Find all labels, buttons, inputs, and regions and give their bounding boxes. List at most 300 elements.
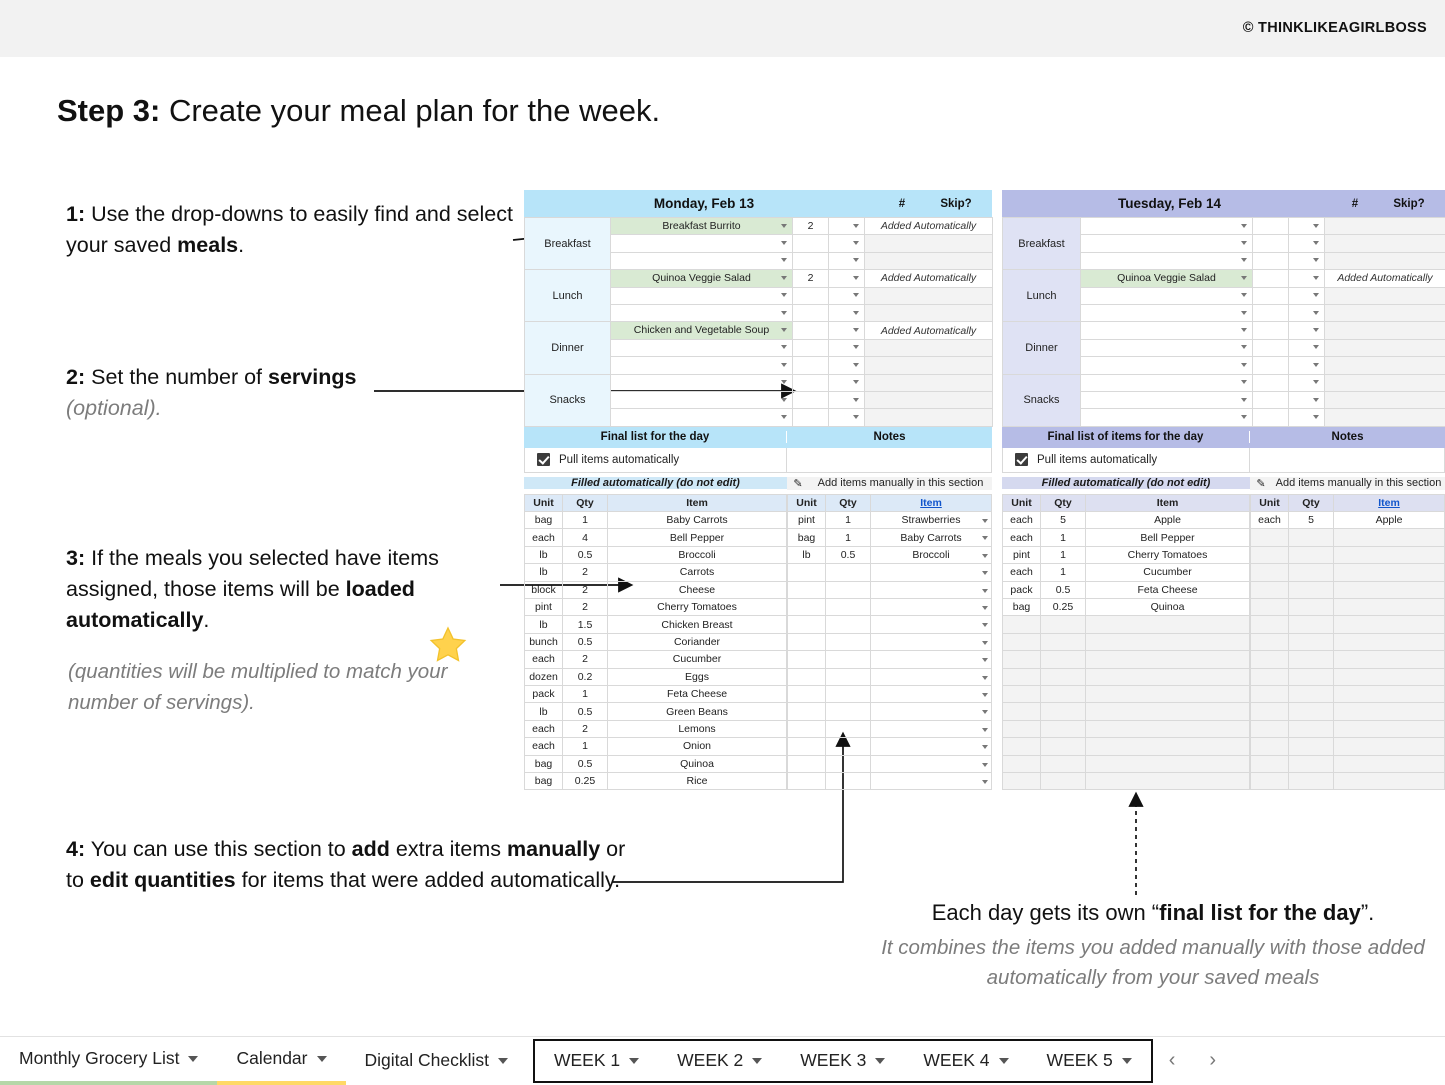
chevron-down-icon[interactable] xyxy=(188,1056,198,1062)
item-cell[interactable] xyxy=(871,633,992,650)
unit-cell[interactable] xyxy=(788,564,826,581)
skip-cell[interactable] xyxy=(1289,374,1325,391)
unit-cell[interactable] xyxy=(788,738,826,755)
unit-cell[interactable] xyxy=(788,772,826,789)
servings-cell[interactable] xyxy=(793,357,829,374)
chevron-down-icon[interactable] xyxy=(982,519,988,523)
tab-digital-checklist[interactable] xyxy=(346,1037,527,1085)
skip-cell[interactable] xyxy=(829,322,865,339)
chevron-down-icon[interactable] xyxy=(1241,380,1247,384)
meal-row[interactable] xyxy=(525,218,993,235)
unit-cell[interactable] xyxy=(788,755,826,772)
notes-label: Notes xyxy=(787,431,992,443)
meal-dropdown[interactable] xyxy=(611,357,793,374)
meal-dropdown[interactable] xyxy=(611,391,793,408)
chevron-down-icon[interactable] xyxy=(982,589,988,593)
chevron-down-icon[interactable] xyxy=(1122,1058,1132,1064)
day-sheet-monday[interactable] xyxy=(524,190,992,790)
servings-cell[interactable] xyxy=(1253,357,1289,374)
chevron-down-icon[interactable] xyxy=(1241,345,1247,349)
chevron-down-icon[interactable] xyxy=(781,415,787,419)
chevron-down-icon[interactable] xyxy=(853,398,859,402)
servings-cell[interactable] xyxy=(1253,409,1289,426)
qty-cell: 2 xyxy=(563,564,608,581)
tab-label: Calendar xyxy=(236,1048,307,1069)
skip-cell[interactable] xyxy=(1289,339,1325,356)
auto-note-cell xyxy=(865,304,993,321)
annotation-2-text-b: servings xyxy=(268,365,356,389)
meal-dropdown[interactable]: Quinoa Veggie Salad xyxy=(1081,270,1253,287)
tab-week-5[interactable] xyxy=(1028,1041,1151,1081)
item-cell[interactable] xyxy=(871,703,992,720)
skip-cell[interactable] xyxy=(1289,218,1325,235)
qty-cell[interactable] xyxy=(826,738,871,755)
chevron-down-icon[interactable] xyxy=(317,1056,327,1062)
final-list-text-c: ”. xyxy=(1361,900,1374,925)
list-subheader-tuesday xyxy=(1002,473,1445,494)
chevron-down-icon[interactable] xyxy=(1241,224,1247,228)
table-row[interactable] xyxy=(788,581,992,598)
item-cell xyxy=(1334,529,1445,546)
unit-cell xyxy=(1251,529,1289,546)
table-row xyxy=(525,651,787,668)
qty-cell[interactable]: 1 xyxy=(826,512,871,529)
table-row xyxy=(525,616,787,633)
manual-items-table-monday[interactable] xyxy=(787,494,992,791)
table-row xyxy=(1251,633,1445,650)
column-header-item[interactable]: Item xyxy=(1334,494,1445,511)
chevron-down-icon[interactable] xyxy=(1241,398,1247,402)
qty-cell xyxy=(1289,546,1334,563)
qty-cell[interactable] xyxy=(826,599,871,616)
chevron-down-icon[interactable] xyxy=(853,293,859,297)
servings-cell[interactable] xyxy=(793,391,829,408)
chevron-down-icon[interactable] xyxy=(1241,415,1247,419)
chevron-down-icon[interactable] xyxy=(853,328,859,332)
servings-cell[interactable] xyxy=(1253,391,1289,408)
item-cell[interactable] xyxy=(871,581,992,598)
chevron-down-icon[interactable] xyxy=(853,311,859,315)
skip-cell[interactable] xyxy=(829,218,865,235)
unit-cell[interactable] xyxy=(788,685,826,702)
table-row[interactable] xyxy=(788,564,992,581)
chevron-down-icon[interactable] xyxy=(629,1058,639,1064)
chevron-down-icon[interactable] xyxy=(982,658,988,662)
servings-cell[interactable] xyxy=(1253,322,1289,339)
tab-week-2[interactable] xyxy=(658,1041,781,1081)
item-cell[interactable]: Broccoli xyxy=(871,546,992,563)
meal-type-label: Breakfast xyxy=(1003,218,1081,270)
auto-note-cell xyxy=(865,252,993,269)
unit-cell[interactable]: bag xyxy=(788,529,826,546)
unit-cell[interactable] xyxy=(788,703,826,720)
skip-cell[interactable] xyxy=(829,339,865,356)
chevron-down-icon[interactable] xyxy=(781,293,787,297)
chevron-down-icon[interactable] xyxy=(1241,241,1247,245)
chevron-down-icon[interactable] xyxy=(853,241,859,245)
servings-cell[interactable] xyxy=(1253,287,1289,304)
skip-cell[interactable] xyxy=(1289,287,1325,304)
qty-cell: 2 xyxy=(563,599,608,616)
column-header-item[interactable]: Item xyxy=(871,494,992,511)
chevron-down-icon[interactable] xyxy=(982,728,988,732)
item-cell[interactable]: Baby Carrots xyxy=(871,529,992,546)
table-row[interactable] xyxy=(788,668,992,685)
chevron-down-icon[interactable] xyxy=(1313,363,1319,367)
skip-cell[interactable] xyxy=(829,391,865,408)
servings-cell[interactable] xyxy=(793,322,829,339)
chevron-down-icon[interactable] xyxy=(781,380,787,384)
meal-grid-monday[interactable] xyxy=(524,217,993,427)
servings-cell[interactable] xyxy=(793,235,829,252)
item-cell: Feta Cheese xyxy=(1086,581,1250,598)
pull-items-label: Pull items automatically xyxy=(1037,454,1157,466)
chevron-down-icon[interactable] xyxy=(982,745,988,749)
chevron-down-icon[interactable] xyxy=(781,224,787,228)
unit-cell[interactable] xyxy=(788,651,826,668)
qty-cell: 0.5 xyxy=(563,633,608,650)
table-row[interactable] xyxy=(788,633,992,650)
chevron-down-icon[interactable] xyxy=(982,536,988,540)
chevron-down-icon[interactable] xyxy=(853,258,859,262)
chevron-down-icon[interactable] xyxy=(781,311,787,315)
chevron-down-icon[interactable] xyxy=(1313,398,1319,402)
table-row[interactable] xyxy=(788,529,992,546)
qty-cell[interactable] xyxy=(826,564,871,581)
unit-cell xyxy=(1251,738,1289,755)
tab-week-4[interactable] xyxy=(904,1041,1027,1081)
qty-cell: 2 xyxy=(563,651,608,668)
skip-cell[interactable] xyxy=(829,304,865,321)
servings-cell[interactable] xyxy=(793,374,829,391)
qty-cell xyxy=(1289,529,1334,546)
notes-input-tuesday[interactable] xyxy=(1249,448,1444,472)
meal-row[interactable] xyxy=(525,270,993,287)
item-cell[interactable] xyxy=(871,685,992,702)
week-tabs-group[interactable] xyxy=(533,1039,1153,1083)
meal-dropdown[interactable] xyxy=(611,409,793,426)
skip-cell[interactable] xyxy=(829,235,865,252)
manual-section-header xyxy=(1250,477,1445,490)
meal-dropdown[interactable] xyxy=(611,287,793,304)
meal-dropdown[interactable]: Chicken and Vegetable Soup xyxy=(611,322,793,339)
chevron-down-icon[interactable] xyxy=(982,676,988,680)
skip-cell[interactable] xyxy=(829,357,865,374)
table-row xyxy=(525,581,787,598)
servings-cell[interactable] xyxy=(793,287,829,304)
qty-cell xyxy=(1289,738,1334,755)
table-row[interactable] xyxy=(788,720,992,737)
qty-cell xyxy=(1041,703,1086,720)
chevron-down-icon[interactable] xyxy=(781,258,787,262)
meal-dropdown[interactable] xyxy=(611,339,793,356)
qty-cell[interactable] xyxy=(826,772,871,789)
table-row[interactable] xyxy=(788,685,992,702)
meal-dropdown[interactable] xyxy=(1081,339,1253,356)
unit-cell[interactable] xyxy=(788,581,826,598)
table-row[interactable] xyxy=(788,512,992,529)
meal-row[interactable] xyxy=(525,322,993,339)
table-row[interactable] xyxy=(788,546,992,563)
unit-cell xyxy=(1251,772,1289,789)
chevron-down-icon[interactable] xyxy=(1313,380,1319,384)
item-cell: Onion xyxy=(608,738,787,755)
qty-cell[interactable] xyxy=(826,616,871,633)
unit-cell[interactable]: lb xyxy=(788,546,826,563)
unit-cell[interactable] xyxy=(788,616,826,633)
chevron-down-icon[interactable] xyxy=(982,780,988,784)
day-title: Tuesday, Feb 14 xyxy=(1002,196,1337,211)
chevron-down-icon[interactable] xyxy=(982,623,988,627)
meal-dropdown[interactable] xyxy=(611,374,793,391)
meal-dropdown[interactable] xyxy=(1081,235,1253,252)
unit-cell[interactable] xyxy=(788,668,826,685)
meal-grid-tuesday[interactable] xyxy=(1002,217,1445,427)
item-cell[interactable] xyxy=(871,616,992,633)
table-row[interactable] xyxy=(788,651,992,668)
item-cell xyxy=(1086,755,1250,772)
item-cell: Baby Carrots xyxy=(608,512,787,529)
unit-cell xyxy=(1251,703,1289,720)
qty-cell[interactable]: 0.5 xyxy=(826,546,871,563)
chevron-down-icon[interactable] xyxy=(1241,311,1247,315)
meal-dropdown[interactable] xyxy=(1081,218,1253,235)
qty-cell[interactable] xyxy=(826,685,871,702)
table-row[interactable] xyxy=(788,703,992,720)
chevron-down-icon[interactable] xyxy=(1313,258,1319,262)
chevron-down-icon[interactable] xyxy=(875,1058,885,1064)
chevron-down-icon[interactable] xyxy=(1313,311,1319,315)
qty-cell xyxy=(1289,581,1334,598)
chevron-down-icon[interactable] xyxy=(752,1058,762,1064)
tab-calendar[interactable] xyxy=(217,1037,345,1085)
servings-cell[interactable] xyxy=(793,252,829,269)
chevron-down-icon[interactable] xyxy=(1313,293,1319,297)
item-cell[interactable]: Strawberries xyxy=(871,512,992,529)
chevron-down-icon[interactable] xyxy=(1313,345,1319,349)
skip-cell[interactable] xyxy=(829,374,865,391)
skip-cell[interactable] xyxy=(1289,391,1325,408)
table-row xyxy=(1003,529,1250,546)
meal-row[interactable] xyxy=(525,374,993,391)
tab-label: WEEK 3 xyxy=(800,1050,866,1071)
item-lists-tuesday xyxy=(1002,494,1445,791)
qty-cell[interactable] xyxy=(826,633,871,650)
chevron-down-icon[interactable] xyxy=(1241,363,1247,367)
meal-dropdown[interactable]: Breakfast Burrito xyxy=(611,218,793,235)
column-header-unit: Unit xyxy=(525,494,563,511)
chevron-down-icon[interactable] xyxy=(1313,415,1319,419)
qty-cell[interactable] xyxy=(826,668,871,685)
table-row[interactable] xyxy=(788,616,992,633)
chevron-down-icon[interactable] xyxy=(982,693,988,697)
chevron-down-icon[interactable] xyxy=(853,380,859,384)
chevron-down-icon[interactable] xyxy=(1241,276,1247,280)
chevron-down-icon[interactable] xyxy=(781,276,787,280)
servings-cell[interactable] xyxy=(1253,339,1289,356)
auto-note-cell xyxy=(865,235,993,252)
chevron-down-icon[interactable] xyxy=(982,641,988,645)
pull-items-checkbox[interactable] xyxy=(1015,453,1028,466)
table-row[interactable] xyxy=(788,599,992,616)
tab-monthly-grocery-list[interactable] xyxy=(0,1037,217,1085)
chevron-down-icon[interactable] xyxy=(853,415,859,419)
servings-cell[interactable] xyxy=(1253,304,1289,321)
meal-dropdown[interactable] xyxy=(1081,374,1253,391)
qty-cell[interactable] xyxy=(826,755,871,772)
skip-cell[interactable] xyxy=(1289,252,1325,269)
prev-tab-icon[interactable]: ‹ xyxy=(1169,1049,1176,1072)
qty-cell: 0.2 xyxy=(563,668,608,685)
meal-dropdown[interactable] xyxy=(1081,304,1253,321)
chevron-down-icon[interactable] xyxy=(982,763,988,767)
chevron-down-icon[interactable] xyxy=(982,554,988,558)
next-tab-icon[interactable]: › xyxy=(1209,1049,1216,1072)
servings-cell[interactable] xyxy=(1253,374,1289,391)
item-cell xyxy=(1334,755,1445,772)
qty-cell: 0.5 xyxy=(563,755,608,772)
servings-cell[interactable] xyxy=(793,304,829,321)
skip-cell[interactable] xyxy=(829,409,865,426)
pull-items-row-tuesday[interactable] xyxy=(1002,448,1445,473)
unit-cell[interactable]: pint xyxy=(788,512,826,529)
meal-row[interactable] xyxy=(1003,218,1445,235)
annotation-1-text-a: Use the drop-downs to easily find and select your saved xyxy=(66,202,513,257)
day-header-monday xyxy=(524,190,992,217)
day-sheet-tuesday[interactable] xyxy=(1002,190,1445,790)
servings-cell[interactable] xyxy=(793,409,829,426)
table-row xyxy=(525,720,787,737)
chevron-down-icon[interactable] xyxy=(1313,328,1319,332)
meal-dropdown[interactable] xyxy=(1081,391,1253,408)
meal-dropdown[interactable] xyxy=(1081,252,1253,269)
chevron-down-icon[interactable] xyxy=(982,606,988,610)
item-cell[interactable] xyxy=(871,738,992,755)
chevron-down-icon[interactable] xyxy=(853,224,859,228)
meal-dropdown[interactable] xyxy=(611,235,793,252)
qty-cell[interactable]: 1 xyxy=(826,529,871,546)
unit-cell xyxy=(1251,546,1289,563)
item-cell[interactable] xyxy=(871,720,992,737)
servings-cell[interactable] xyxy=(1253,270,1289,287)
table-row xyxy=(525,755,787,772)
item-cell[interactable] xyxy=(871,755,992,772)
chevron-down-icon[interactable] xyxy=(1313,241,1319,245)
qty-cell[interactable] xyxy=(826,720,871,737)
table-row xyxy=(1003,599,1250,616)
chevron-down-icon[interactable] xyxy=(853,363,859,367)
skip-cell[interactable] xyxy=(829,287,865,304)
meal-dropdown[interactable] xyxy=(1081,287,1253,304)
skip-cell[interactable] xyxy=(1289,357,1325,374)
item-cell[interactable] xyxy=(871,651,992,668)
meal-dropdown[interactable] xyxy=(1081,409,1253,426)
chevron-down-icon[interactable] xyxy=(781,345,787,349)
chevron-down-icon[interactable] xyxy=(982,710,988,714)
table-row[interactable] xyxy=(788,738,992,755)
meal-dropdown[interactable] xyxy=(1081,357,1253,374)
meal-row[interactable] xyxy=(1003,270,1445,287)
chevron-down-icon[interactable] xyxy=(781,398,787,402)
unit-cell xyxy=(1003,685,1041,702)
chevron-down-icon[interactable] xyxy=(1241,293,1247,297)
chevron-down-icon[interactable] xyxy=(1241,328,1247,332)
table-row[interactable] xyxy=(788,755,992,772)
chevron-down-icon[interactable] xyxy=(853,276,859,280)
item-cell[interactable] xyxy=(871,599,992,616)
table-row[interactable] xyxy=(788,772,992,789)
skip-cell[interactable] xyxy=(1289,304,1325,321)
qty-cell[interactable] xyxy=(826,651,871,668)
meal-dropdown[interactable] xyxy=(611,304,793,321)
unit-cell[interactable] xyxy=(788,633,826,650)
unit-cell[interactable] xyxy=(788,599,826,616)
annotation-final-list xyxy=(858,898,1445,992)
sheet-tab-bar[interactable] xyxy=(0,1036,1445,1084)
skip-cell[interactable] xyxy=(1289,235,1325,252)
item-cell[interactable] xyxy=(871,564,992,581)
chevron-down-icon[interactable] xyxy=(982,571,988,575)
unit-cell: each xyxy=(525,651,563,668)
chevron-down-icon[interactable] xyxy=(781,241,787,245)
table-row xyxy=(1003,755,1250,772)
qty-cell: 1 xyxy=(563,738,608,755)
manual-items-table-tuesday[interactable] xyxy=(1250,494,1445,791)
item-cell xyxy=(1334,564,1445,581)
skip-cell[interactable] xyxy=(1289,270,1325,287)
meal-dropdown[interactable]: Quinoa Veggie Salad xyxy=(611,270,793,287)
skip-cell[interactable] xyxy=(1289,322,1325,339)
servings-cell[interactable] xyxy=(1253,235,1289,252)
unit-cell: bag xyxy=(525,512,563,529)
skip-cell[interactable] xyxy=(829,270,865,287)
qty-cell: 2 xyxy=(563,581,608,598)
meal-dropdown[interactable] xyxy=(611,252,793,269)
servings-cell[interactable]: 2 xyxy=(793,270,829,287)
servings-cell[interactable]: 2 xyxy=(793,218,829,235)
skip-cell[interactable] xyxy=(829,252,865,269)
chevron-down-icon[interactable] xyxy=(781,363,787,367)
pull-items-checkbox[interactable] xyxy=(537,453,550,466)
chevron-down-icon[interactable] xyxy=(781,328,787,332)
notes-input-monday[interactable] xyxy=(786,448,991,472)
item-cell[interactable] xyxy=(871,668,992,685)
item-cell[interactable] xyxy=(871,772,992,789)
tab-week-1[interactable] xyxy=(535,1041,658,1081)
skip-cell[interactable] xyxy=(1289,409,1325,426)
unit-cell xyxy=(1003,755,1041,772)
servings-cell[interactable] xyxy=(793,339,829,356)
chevron-down-icon[interactable] xyxy=(1313,276,1319,280)
servings-cell[interactable] xyxy=(1253,218,1289,235)
tab-week-3[interactable] xyxy=(781,1041,904,1081)
chevron-down-icon[interactable] xyxy=(498,1058,508,1064)
qty-cell[interactable] xyxy=(826,581,871,598)
meal-row[interactable] xyxy=(1003,322,1445,339)
page-title-rest: Create your meal plan for the week. xyxy=(160,93,660,128)
unit-cell[interactable] xyxy=(788,720,826,737)
meal-row[interactable] xyxy=(1003,374,1445,391)
servings-cell[interactable] xyxy=(1253,252,1289,269)
qty-cell[interactable] xyxy=(826,703,871,720)
chevron-down-icon[interactable] xyxy=(1313,224,1319,228)
chevron-down-icon[interactable] xyxy=(999,1058,1009,1064)
tab-nav[interactable] xyxy=(1169,1049,1216,1072)
pull-items-row-monday[interactable] xyxy=(524,448,992,473)
meal-dropdown[interactable] xyxy=(1081,322,1253,339)
chevron-down-icon[interactable] xyxy=(853,345,859,349)
chevron-down-icon[interactable] xyxy=(1241,258,1247,262)
